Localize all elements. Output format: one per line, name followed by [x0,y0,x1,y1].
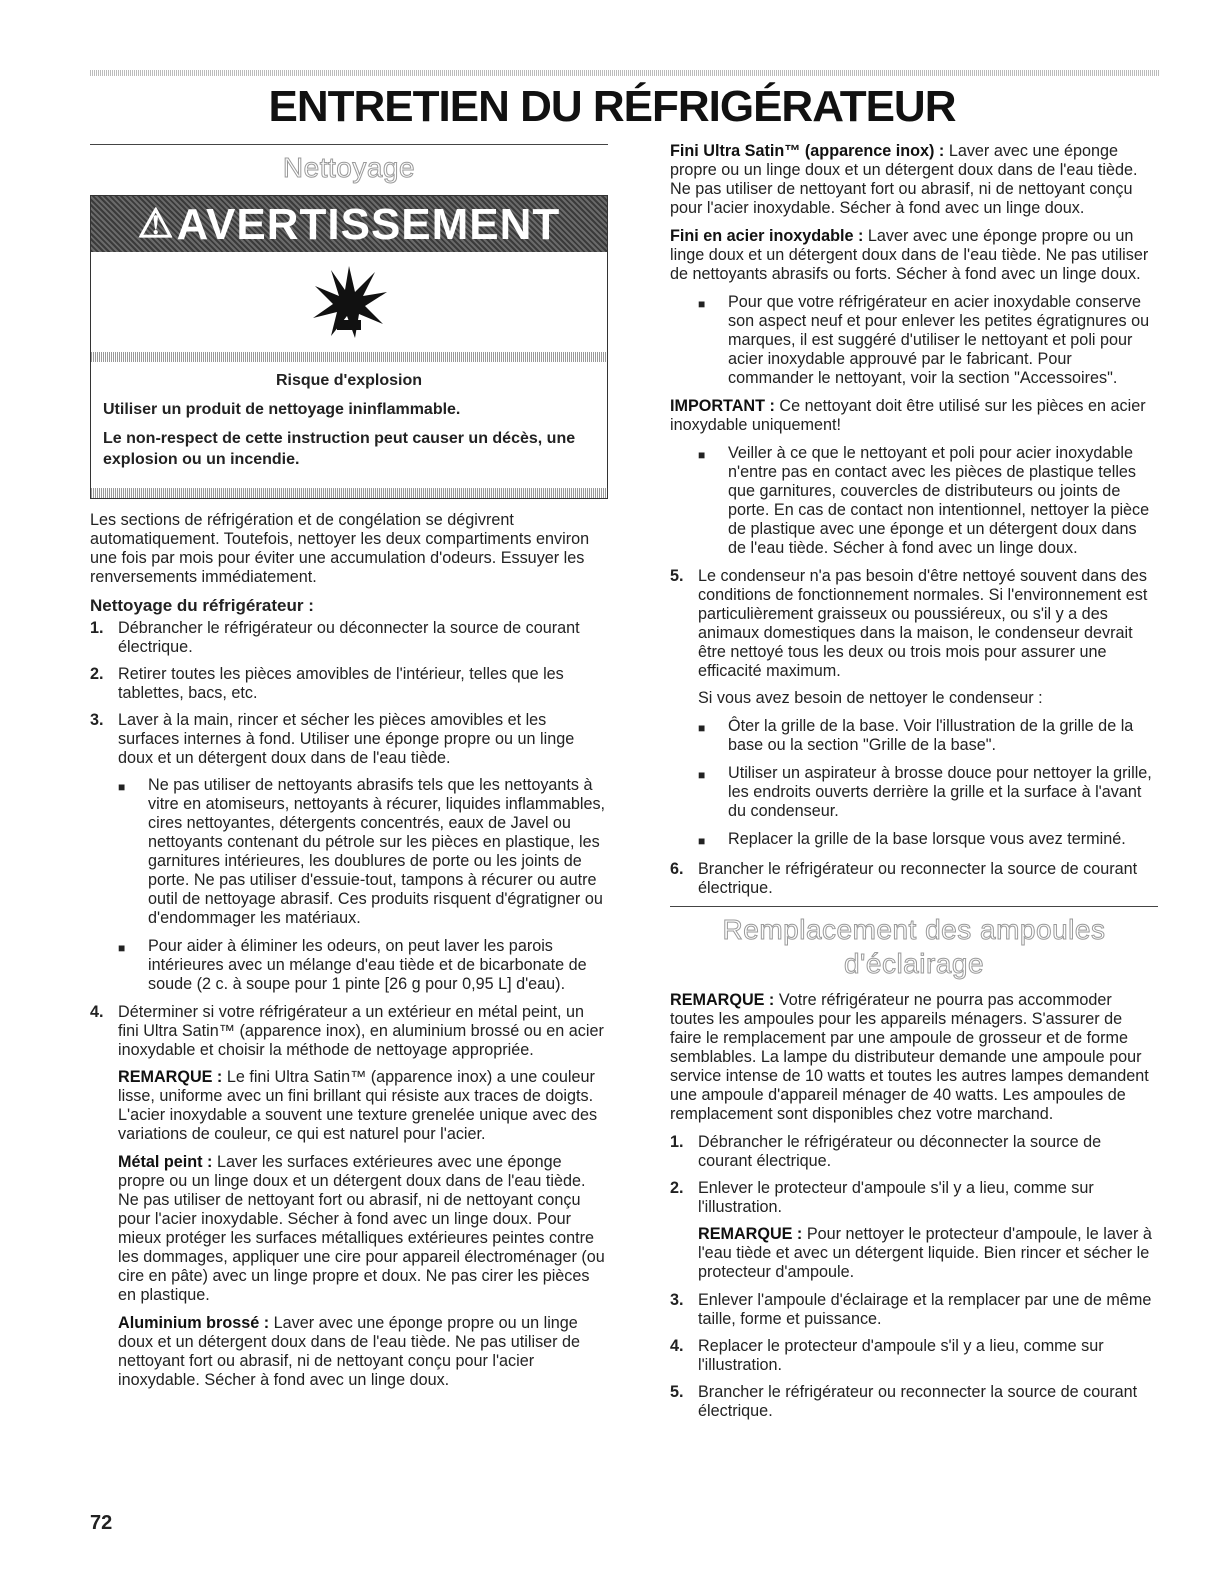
warning-header-label: AVERTISSEMENT [176,199,561,249]
list-item [670,1383,1158,1421]
bullet-text: Utiliser un aspirateur à brosse douce pour nettoyer la grille, les endroits ouverts derrière la grille et la surface à l'avant du condenseur. [728,764,1152,820]
bullet-square-icon: ■ [118,941,126,955]
step2-remarque [698,1225,1158,1282]
list-item [90,619,608,657]
step-text: Débrancher le réfrigérateur ou déconnecter la source de courant électrique. [118,619,580,656]
bullet-item [118,937,608,994]
inox-label: Fini en acier inoxydable : [670,227,864,245]
satin-text: Laver avec une éponge propre ou un linge doux et un détergent doux dans de l'eau tiède. Ne pas utiliser de nettoyant fort ou abrasif, ni de nettoyant conçu pour l'acier inoxydable. Sécher à fond avec un linge doux. [670,142,1138,217]
warning-triangle-icon: ⚠ [137,201,175,246]
warning-divider [91,352,607,362]
step-text: Replacer le protecteur d'ampoule s'il y a lieu, comme sur l'illustration. [698,1337,1104,1374]
warning-bottom-stripe [91,488,607,498]
cleaning-subheading: Nettoyage du réfrigérateur : [90,596,314,615]
bullet-square-icon: ■ [118,780,126,794]
list-item [670,567,1158,681]
left-column [90,142,608,1399]
bullet-square-icon: ■ [698,834,706,848]
bullet-text: Pour aider à éliminer les odeurs, on peut laver les parois intérieures avec un mélange d'eau tiède et de bicarbonate de soude (2 c. à soupe pour 1 pinte [26 g pour 0,95 L] d'eau). [148,937,587,993]
list-item [90,1003,608,1060]
step-number: 3. [670,1291,684,1309]
bullet-item [698,293,1158,388]
step-number: 4. [90,1003,104,1021]
step-number: 5. [670,1383,684,1401]
step-number: 3. [90,711,104,729]
step-number: 1. [670,1133,684,1151]
inox-paragraph [670,227,1158,284]
alu-label: Aluminium brossé : [118,1314,270,1332]
warning-box [90,195,608,499]
step-number: 1. [90,619,104,637]
step-text: Laver à la main, rincer et sécher les pièces amovibles et les surfaces internes à fond. Utiliser une éponge propre ou un linge doux et un détergent doux dans de l'eau tiède. [118,711,575,767]
bullet-square-icon: ■ [698,768,706,782]
remarque-paragraph [118,1068,608,1144]
top-decorative-rule [90,70,1160,76]
step-number: 6. [670,860,684,878]
step-text: Brancher le réfrigérateur ou reconnecter la source de courant électrique. [698,860,1138,897]
bullet-item [698,444,1158,558]
step-number: 5. [670,567,684,585]
bullet-text: Veiller à ce que le nettoyant et poli pour acier inoxydable n'entre pas en contact avec les pièces de plastique telles que garnitures, couvercles de distributeurs ou joints de porte. En cas de contact non intentionnel, nettoyer la pièce de plastique avec une éponge et un détergent doux dans de l'eau tiède. Sécher à fond avec un linge doux. [728,444,1150,557]
step-number: 2. [670,1179,684,1197]
page-title: ENTRETIEN DU RÉFRIGÉRATEUR [268,82,956,131]
step-number: 2. [90,665,104,683]
warning-text [91,362,607,488]
bullet-item [118,776,608,928]
list-item [670,1337,1158,1375]
important-label: IMPORTANT : [670,397,775,415]
ampoules-remarque [670,991,1158,1124]
condenser-intro: Si vous avez besoin de nettoyer le condenseur : [698,689,1043,707]
bullet-item [698,764,1158,821]
warning-line-1: Utiliser un produit de nettoyage ininflammable. [103,401,461,418]
list-item [90,665,608,703]
list-item [90,711,608,768]
bullet-text: Ne pas utiliser de nettoyants abrasifs tels que les nettoyants à vitre en atomiseurs, nettoyants à récurer, liquides inflammables, cires nettoyantes, détergents concentrés, eaux de Javel ou nettoyants contenant du pétrole sur les pièces en plastique, les garnitures intérieures, les doublures de porte ou les joints de porte. Ne pas utiliser d'essuie-tout, tampons à récurer ou autre outil de nettoyage abrasif. Ces produits risquent d'égratigner ou d'endommager les matériaux. [148,776,606,927]
step-text: Enlever l'ampoule d'éclairage et la remplacer par une de même taille, forme et puissance. [698,1291,1152,1328]
remarque-label: REMARQUE : [698,1225,803,1243]
satin-label: Fini Ultra Satin™ (apparence inox) : [670,142,945,160]
right-column [670,142,1158,1429]
ampoules-heading: Remplacement des ampoules d'éclairage [722,914,1106,979]
step-number: 4. [670,1337,684,1355]
section-rule [670,906,1158,907]
warning-line-2: Le non-respect de cette instruction peut causer un décès, une explosion ou un incendie. [103,430,576,468]
bullet-square-icon: ■ [698,297,706,311]
step-text: Déterminer si votre réfrigérateur a un extérieur en métal peint, un fini Ultra Satin™ (apparence inox), en aluminium brossé ou en acier inoxydable et choisir la méthode de nettoyage appropriée. [118,1003,604,1059]
bullet-text: Ôter la grille de la base. Voir l'illustration de la grille de la base ou la section "Grille de la base". [728,717,1134,754]
nettoyage-heading: Nettoyage [282,152,416,183]
remarque-text: Votre réfrigérateur ne pourra pas accommoder toutes les ampoules pour les appareils ménagers. S'assurer de faire le remplacement par une ampoule de grosseur et de forme semblables. La lampe du distributeur demande une ampoule pour service intense de 10 watts et toutes les autres lampes demandent une ampoule d'appareil ménager de 40 watts. Les ampoules de remplacement sont disponibles chez votre marchand. [670,991,1149,1123]
warning-hazard: Risque d'explosion [275,372,423,389]
alu-paragraph [118,1314,608,1390]
list-item [670,860,1158,898]
remarque-label: REMARQUE : [118,1068,223,1086]
step-text: Le condenseur n'a pas besoin d'être nettoyé souvent dans des conditions de fonctionnement normales. Si l'environnement est particulièrement graisseux ou poussiéreux, ou s'il y a des animaux domestiques dans la maison, le condenseur devrait être nettoyé tous les deux ou trois mois pour assurer une efficacité maximum. [698,567,1148,680]
step-text: Débrancher le réfrigérateur ou déconnecter la source de courant électrique. [698,1133,1102,1170]
bullet-item [698,830,1158,851]
metal-paragraph [118,1153,608,1305]
step-text: Enlever le protecteur d'ampoule s'il y a lieu, comme sur l'illustration. [698,1179,1094,1216]
important-paragraph [670,397,1158,435]
step-text: Brancher le réfrigérateur ou reconnecter la source de courant électrique. [698,1383,1138,1420]
list-item [670,1133,1158,1171]
step-text: Retirer toutes les pièces amovibles de l'intérieur, telles que les tablettes, bacs, etc. [118,665,564,702]
list-item [670,1291,1158,1329]
bullet-item [698,717,1158,755]
intro-paragraph: Les sections de réfrigération et de congélation se dégivrent automatiquement. Toutefois, nettoyer les deux compartiments environ une fois par mois pour éviter une accumulation d'odeurs. Essuyer les renversements immédiatement. [90,511,590,586]
alu-text: Laver avec une éponge propre ou un linge doux et un détergent doux dans de l'eau tiède. Ne pas utiliser de nettoyant fort ou abrasif, ni de nettoyant conçu pour l'acier inoxydable. Sécher à fond avec un linge doux. [118,1314,581,1389]
explosion-icon [309,262,389,342]
inox-text: Laver avec une éponge propre ou un linge doux et un détergent doux dans de l'eau tiède. Ne pas utiliser de nettoyants abrasifs ou forts. Sécher à fond avec un linge doux. [670,227,1149,283]
bullet-square-icon: ■ [698,721,706,735]
page-number: 72 [90,1512,113,1534]
bullet-text: Replacer la grille de la base lorsque vous avez terminé. [728,830,1126,848]
warning-header [91,196,607,252]
section-rule [90,144,608,145]
list-item [670,1179,1158,1217]
bullet-text: Pour que votre réfrigérateur en acier inoxydable conserve son aspect neuf et pour enlever les petites égratignures ou marques, il est suggéré d'utiliser le nettoyant et poli pour acier inoxydable approuvé par le fabricant. Pour commander le nettoyant, voir la section "Accessoires". [728,293,1150,387]
remarque-text: Le fini Ultra Satin™ (apparence inox) a une couleur lisse, uniforme avec un fini brillant qui résiste aux traces de doigts. L'acier inoxydable a souvent une texture grenelée unique avec des variations de couleur, ce qui est naturel pour l'acier. [118,1068,598,1143]
satin-paragraph [670,142,1158,218]
important-text: Ce nettoyant doit être utilisé sur les pièces en acier inoxydable uniquement! [670,397,1146,434]
explosion-pictogram [91,252,607,352]
metal-text: Laver les surfaces extérieures avec une éponge propre ou un linge doux et un détergent doux dans de l'eau tiède. Ne pas utiliser de nettoyant fort ou abrasif, ni de nettoyant conçu pour l'acier inoxydable. Sécher à fond avec un linge doux. Pour mieux protéger les surfaces métalliques extérieures peintes contre les dommages, appliquer une cire pour appareil électroménager (ou cire en pâte) avec un linge propre et doux. Ne pas cirer les pièces en plastique. [118,1153,605,1304]
remarque-text: Pour nettoyer le protecteur d'ampoule, le laver à l'eau tiède et avec un détergent liquide. Bien rincer et sécher le protecteur d'ampoule. [698,1225,1152,1281]
metal-label: Métal peint : [118,1153,213,1171]
bullet-square-icon: ■ [698,448,706,462]
remarque-label: REMARQUE : [670,991,775,1009]
